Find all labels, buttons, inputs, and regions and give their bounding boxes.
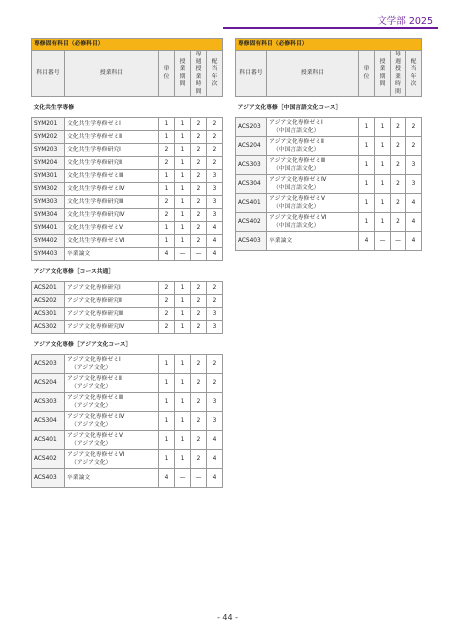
year-level: 4 [406,232,422,251]
credits: 1 [159,170,175,183]
course-name [267,156,359,175]
left-course-table [31,38,223,488]
credits: 1 [359,137,375,156]
term-count: 1 [175,393,191,412]
course-code: ACS402 [236,213,267,232]
course-name-subline: （アジア文化） [71,441,112,447]
weekly-hours: 2 [391,137,406,156]
year-level: 3 [406,175,422,194]
course-name [267,118,359,137]
weekly-hours: 2 [191,235,207,248]
course-code: SYM403 [32,248,65,261]
term-count: 1 [175,196,191,209]
term-count: 1 [175,295,191,308]
course-row [236,194,422,213]
course-name: 文化共生学専修ゼミⅠ [65,118,159,131]
term-count: 1 [175,355,191,374]
weekly-hours: 2 [191,118,207,131]
credits: 1 [359,175,375,194]
course-name-subline: （中国言語文化） [273,223,320,229]
weekly-hours: 2 [191,393,207,412]
term-count: 1 [175,321,191,334]
credits: 1 [159,412,175,431]
term-count: 1 [175,450,191,469]
credits: 2 [159,295,175,308]
year-level: 3 [406,156,422,175]
course-name-line: アジア文化専修ゼミⅣ [67,414,125,420]
course-code: ACS304 [236,175,267,194]
credits: 2 [159,209,175,222]
faculty-year-header: 文学部 2025 [377,16,433,27]
column-header: 科目番号 [236,51,267,97]
course-name-line: アジア文化専修ゼミⅠ [269,120,323,126]
course-name-subline: （中国言語文化） [273,204,320,210]
course-code: SYM302 [32,183,65,196]
course-row [32,355,223,374]
weekly-hours: 2 [191,196,207,209]
weekly-hours: 2 [191,321,207,334]
course-row [32,196,223,209]
term-count: 1 [175,170,191,183]
term-count: 1 [175,431,191,450]
table-title: 専修固有科目（必修科目） [32,39,223,51]
year-level: 2 [406,137,422,156]
weekly-hours: 2 [391,213,406,232]
weekly-hours: 2 [391,118,406,137]
course-code: ACS204 [32,374,65,393]
weekly-hours: 2 [191,209,207,222]
course-name: アジア文化専修研究Ⅲ [65,308,159,321]
course-row [32,431,223,450]
term-count: 1 [175,235,191,248]
weekly-hours: 2 [191,170,207,183]
term-count: 1 [175,131,191,144]
course-row [32,157,223,170]
credits: 2 [159,144,175,157]
course-name: 文化共生学専修ゼミⅡ [65,131,159,144]
course-code: ACS303 [32,393,65,412]
course-row [32,209,223,222]
weekly-hours: 2 [191,355,207,374]
weekly-hours: 2 [391,156,406,175]
column-header: 毎週授業時間 [191,51,207,97]
course-code: SYM303 [32,196,65,209]
course-row [32,131,223,144]
credits: 1 [159,431,175,450]
term-count: 1 [175,308,191,321]
credits: 1 [359,213,375,232]
course-name-line: 卒業論文 [67,475,91,481]
course-code: ACS204 [236,137,267,156]
course-name: 文化共生学専修研究Ⅳ [65,209,159,222]
course-name-line: アジア文化専修ゼミⅠ [67,357,121,363]
course-name [267,213,359,232]
course-name: アジア文化専修研究Ⅱ [65,295,159,308]
course-name: 文化共生学専修研究Ⅰ [65,144,159,157]
course-name: 文化共生学専修ゼミⅢ [65,170,159,183]
course-name-line: アジア文化専修ゼミⅤ [67,433,123,439]
table-title: 専修固有科目（必修科目） [236,39,422,51]
course-name [65,431,159,450]
term-count: 1 [175,222,191,235]
column-header: 授業科目 [267,51,359,97]
weekly-hours: 2 [191,308,207,321]
year-level: 2 [207,118,223,131]
course-name [65,393,159,412]
year-level: 3 [207,183,223,196]
section-heading: アジア文化専修［中国言語文化コース］ [236,97,422,118]
course-row [32,450,223,469]
term-count: — [175,248,191,261]
term-count: 1 [175,412,191,431]
course-name-line: アジア文化専修ゼミⅤ [269,196,325,202]
course-row [236,175,422,194]
course-code: ACS201 [32,282,65,295]
term-count: 1 [375,213,391,232]
course-name-line: アジア文化専修ゼミⅣ [269,177,327,183]
year-level: 4 [207,248,223,261]
right-course-table [235,38,422,251]
credits: 2 [159,196,175,209]
course-code: SYM301 [32,170,65,183]
column-header-row [236,51,422,97]
year-level: 4 [406,213,422,232]
weekly-hours: 2 [191,183,207,196]
year-level: 3 [207,393,223,412]
section-heading-row [236,97,422,118]
course-code: ACS401 [236,194,267,213]
weekly-hours: 2 [391,194,406,213]
credits: 1 [159,222,175,235]
weekly-hours: 2 [191,412,207,431]
year-level: 2 [207,374,223,393]
course-name-subline: （中国言語文化） [273,128,320,134]
weekly-hours: 2 [191,431,207,450]
term-count: 1 [175,209,191,222]
course-row [236,137,422,156]
year-level: 2 [207,355,223,374]
weekly-hours: 2 [191,157,207,170]
course-code: SYM304 [32,209,65,222]
section-heading-row [32,334,223,355]
column-header: 科目番号 [32,51,65,97]
year-level: 4 [406,194,422,213]
column-header: 単位 [159,51,175,97]
course-name [267,137,359,156]
course-name-line: 卒業論文 [269,238,293,244]
year-level: 3 [207,209,223,222]
course-row [32,469,223,488]
column-header: 毎週授業時間 [391,51,406,97]
course-name-line: アジア文化専修ゼミⅢ [67,395,123,401]
column-header: 配当年次 [207,51,223,97]
course-code: ACS403 [32,469,65,488]
course-row [32,374,223,393]
year-level: 4 [207,469,223,488]
credits: 1 [159,393,175,412]
weekly-hours: 2 [191,282,207,295]
course-row [32,308,223,321]
column-header: 配当年次 [406,51,422,97]
course-row [32,235,223,248]
credits: 1 [359,194,375,213]
year-level: 2 [207,144,223,157]
course-code: ACS202 [32,295,65,308]
year-level: 4 [207,235,223,248]
credits: 1 [159,235,175,248]
course-code: ACS302 [32,321,65,334]
course-row [32,295,223,308]
course-name [65,450,159,469]
credits: 1 [159,118,175,131]
course-code: SYM202 [32,131,65,144]
table-title-row [236,39,422,51]
term-count: 1 [175,157,191,170]
term-count: — [375,232,391,251]
course-code: SYM401 [32,222,65,235]
course-name-subline: （アジア文化） [71,403,112,409]
term-count: 1 [375,156,391,175]
credits: 1 [159,374,175,393]
course-name [267,175,359,194]
term-count: 1 [175,144,191,157]
course-name: 文化共生学専修ゼミⅣ [65,183,159,196]
credits: 2 [159,321,175,334]
course-name-subline: （アジア文化） [71,460,112,466]
course-name: 卒業論文 [65,248,159,261]
course-code: ACS203 [236,118,267,137]
credits: 1 [359,118,375,137]
course-code: ACS203 [32,355,65,374]
credits: 2 [159,282,175,295]
course-code: ACS301 [32,308,65,321]
column-header-row [32,51,223,97]
column-header: 授業期間 [175,51,191,97]
credits: 4 [159,469,175,488]
course-row [32,412,223,431]
weekly-hours: 2 [191,295,207,308]
course-name [65,469,159,488]
course-code: SYM203 [32,144,65,157]
course-name [267,194,359,213]
course-name: 文化共生学専修研究Ⅲ [65,196,159,209]
weekly-hours: 2 [391,175,406,194]
course-row [32,183,223,196]
course-name-line: アジア文化専修ゼミⅡ [269,139,324,145]
course-row [32,222,223,235]
course-code: SYM402 [32,235,65,248]
weekly-hours: — [191,248,207,261]
course-name: アジア文化専修研究Ⅰ [65,282,159,295]
weekly-hours: — [391,232,406,251]
weekly-hours: — [191,469,207,488]
course-code: ACS402 [32,450,65,469]
term-count: 1 [175,374,191,393]
year-level: 3 [207,412,223,431]
course-row [32,321,223,334]
course-code: SYM204 [32,157,65,170]
year-level: 2 [207,295,223,308]
course-name-subline: （中国言語文化） [273,185,320,191]
course-name [267,232,359,251]
section-heading-row [32,261,223,282]
credits: 4 [159,248,175,261]
section-heading: 文化共生学専修 [32,97,223,118]
course-name: 文化共生学専修ゼミⅤ [65,222,159,235]
credits: 1 [159,183,175,196]
credits: 2 [159,157,175,170]
course-code: ACS403 [236,232,267,251]
weekly-hours: 2 [191,450,207,469]
term-count: 1 [375,194,391,213]
course-row [32,170,223,183]
course-row [32,393,223,412]
term-count: 1 [375,118,391,137]
year-level: 3 [207,308,223,321]
credits: 1 [159,131,175,144]
course-name-line: アジア文化専修ゼミⅢ [269,158,325,164]
header-rule [223,27,438,29]
year-level: 2 [207,131,223,144]
year-level: 2 [406,118,422,137]
course-name-line: アジア文化専修ゼミⅥ [67,452,125,458]
year-level: 4 [207,450,223,469]
course-row [236,232,422,251]
weekly-hours: 2 [191,222,207,235]
course-row [236,213,422,232]
page-number: - 44 - [216,613,239,622]
course-name: 文化共生学専修研究Ⅱ [65,157,159,170]
course-name-subline: （中国言語文化） [273,166,320,172]
year-level: 2 [207,157,223,170]
course-row [32,248,223,261]
course-name-subline: （アジア文化） [71,365,112,371]
weekly-hours: 2 [191,131,207,144]
section-heading: アジア文化専修［コース共通］ [32,261,223,282]
term-count: 1 [175,282,191,295]
course-row [32,144,223,157]
course-row [236,156,422,175]
term-count: 1 [375,137,391,156]
credits: 4 [359,232,375,251]
column-header: 単位 [359,51,375,97]
course-name-subline: （アジア文化） [71,384,112,390]
year-level: 3 [207,196,223,209]
column-header: 授業科目 [65,51,159,97]
term-count: — [175,469,191,488]
weekly-hours: 2 [191,374,207,393]
table-title-row [32,39,223,51]
term-count: 1 [175,118,191,131]
credits: 1 [359,156,375,175]
weekly-hours: 2 [191,144,207,157]
year-level: 2 [207,282,223,295]
course-name [65,412,159,431]
course-name-line: アジア文化専修ゼミⅥ [269,215,327,221]
course-code: ACS303 [236,156,267,175]
term-count: 1 [175,183,191,196]
course-name: アジア文化専修研究Ⅳ [65,321,159,334]
course-name [65,374,159,393]
course-row [236,118,422,137]
section-heading-row [32,97,223,118]
year-level: 3 [207,321,223,334]
course-row [32,118,223,131]
column-header: 授業期間 [375,51,391,97]
credits: 2 [159,308,175,321]
course-code: ACS304 [32,412,65,431]
course-name-subline: （アジア文化） [71,422,112,428]
year-level: 3 [207,170,223,183]
course-name-subline: （中国言語文化） [273,147,320,153]
year-level: 4 [207,431,223,450]
course-name-line: アジア文化専修ゼミⅡ [67,376,122,382]
year-level: 4 [207,222,223,235]
section-heading: アジア文化専修［アジア文化コース］ [32,334,223,355]
course-name: 文化共生学専修ゼミⅥ [65,235,159,248]
term-count: 1 [375,175,391,194]
course-code: ACS401 [32,431,65,450]
credits: 1 [159,450,175,469]
course-row [32,282,223,295]
credits: 1 [159,355,175,374]
course-name [65,355,159,374]
course-code: SYM201 [32,118,65,131]
